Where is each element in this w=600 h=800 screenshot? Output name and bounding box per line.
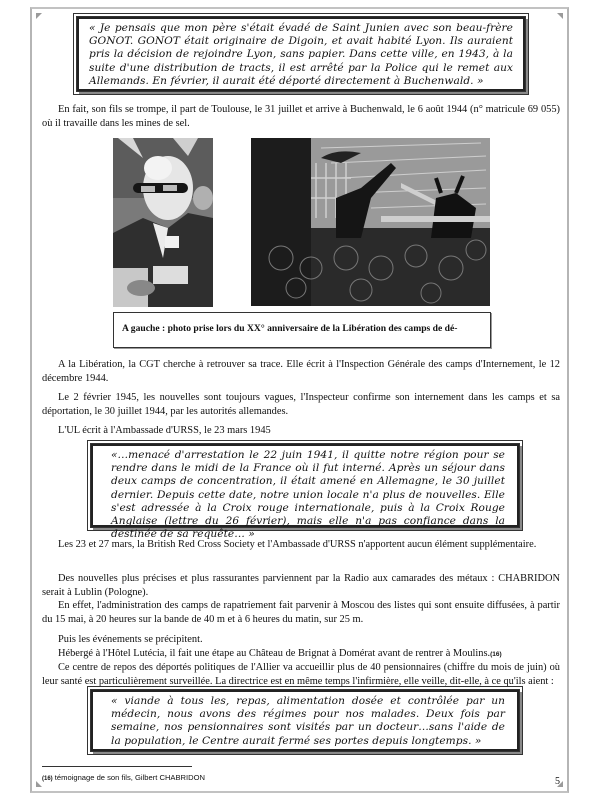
paragraph [42,633,560,647]
paragraph [42,391,560,418]
page-corner-marker [557,13,563,19]
paragraph-text: Hébergé à l'Hôtel Lutécia, il fait une étape au Château de Brignat à Domérat avant de rentrer à Moulins. [58,648,491,659]
liberation-engraving [251,138,490,306]
liberation-engraving-image [251,138,490,306]
figure-caption-box [113,312,491,348]
page-number: 5 [555,776,560,787]
paragraph-text: Les 23 et 27 mars, la British Red Cross Society et l'Ambassade d'URSS n'apportent aucun élément supplémentaire. [58,539,537,550]
portrait-photo [113,138,213,307]
paragraph-text: En effet, l'administration des camps de rapatriement fait parvenir à Moscou des listes qui sont ensuite diffusées, à partir du 15 mai, à 20 heures sur la bande de 40 m et à 6 heures du matin, sur 25 m. [42,600,560,625]
quote-box-ul-letter [90,443,520,541]
paragraph [42,599,560,626]
paragraph-text: A la Libération, la CGT cherche à retrouver sa trace. Elle écrit à l'Inspection Générale des camps d'Internement, le 12 décembre 1944. [42,359,560,384]
paragraph-text: Le 2 février 1945, les nouvelles sont toujours vagues, l'Inspecteur confirme son internement dans les camps et sa déportation, le 30 juillet 1944, par les autorités allemandes. [42,392,560,417]
paragraph-text: Puis les événements se précipitent. [58,634,203,645]
paragraph [42,661,560,688]
figure-caption: A gauche : photo prise lors du XX° anniversaire de la Libération des camps de dé- [122,323,458,334]
footnote-reference[interactable]: (16) [490,651,502,658]
paragraph-text: Ce centre de repos des déportés politiques de l'Allier va accueillir plus de 40 pensionnaires (chiffre du mois de juin) où leur santé est particulièrement surveillée. La directrice est en même temps l'infirmière, elle veille, dit-elle, à ce qu'ils aient : [42,662,560,687]
footnote-divider [42,766,192,767]
quote-text: « viande à tous les, repas, alimentation dosée et contrôlée par un médecin, nous avons des régimes pour nos malades. Deux fois par semaine, nos pensionnaires sont visités par un docteur…sans l'aide de la population, le Centre aurait fermé ses portes depuis longtemps. » [111,695,505,747]
quote-text: « Je pensais que mon père s'était évadé de Saint Junien avec son beau-frère GONOT. GONOT était originaire de Digoin, et avait habité Lyon. Ils auraient pris la décision de rejoindre Lyon, sans papier. Dans cette ville, en 1943, à la suite d'une distribution de tracts, il est arrêté par la Police qui le remet aux Allemands. En février, il aurait été déporté directement à Buchenwald. » [89,22,513,87]
portrait-photo-image [113,138,213,307]
paragraph [42,358,560,385]
paragraph-text: Des nouvelles plus précises et plus rassurantes parviennent par la Radio aux camarades des métaux : CHABRIDON serait à Lublin (Pologne). [42,573,560,598]
paragraph-text: L'UL écrit à l'Ambassade d'URSS, le 23 mars 1945 [58,425,271,436]
footnote [42,773,205,782]
quote-text: «…menacé d'arrestation le 22 juin 1941, il quitte notre région pour se rendre dans le midi de la France où il fut interné. Après un séjour dans deux camps de concentration, il était amené en Allemagne, le 30 juillet dernier. Depuis cette date, notre union locale n'a plus de nouvelles. Elle s'est adressée à la Croix rouge internationale, puis à la Croix Rouge Anglaise (lettre du 26 février), mais elle n'a pas confiance dans la destinée de sa requête… » [111,449,505,541]
quote-box-son-testimony [76,16,526,92]
paragraph [42,424,560,438]
footnote-number: (16) [42,776,53,782]
footnote-text: témoignage de son fils, Gilbert CHABRIDON [52,773,206,782]
page-corner-marker [36,13,42,19]
paragraph [42,647,560,662]
paragraph [42,538,560,552]
paragraph [42,572,560,599]
quote-box-directrice [90,689,520,752]
paragraph [42,103,560,130]
paragraph-text: En fait, son fils se trompe, il part de Toulouse, le 31 juillet et arrive à Buchenwald, le 6 août 1944 (n° matricule 69 055) où il travaille dans les mines de sel. [42,104,560,129]
